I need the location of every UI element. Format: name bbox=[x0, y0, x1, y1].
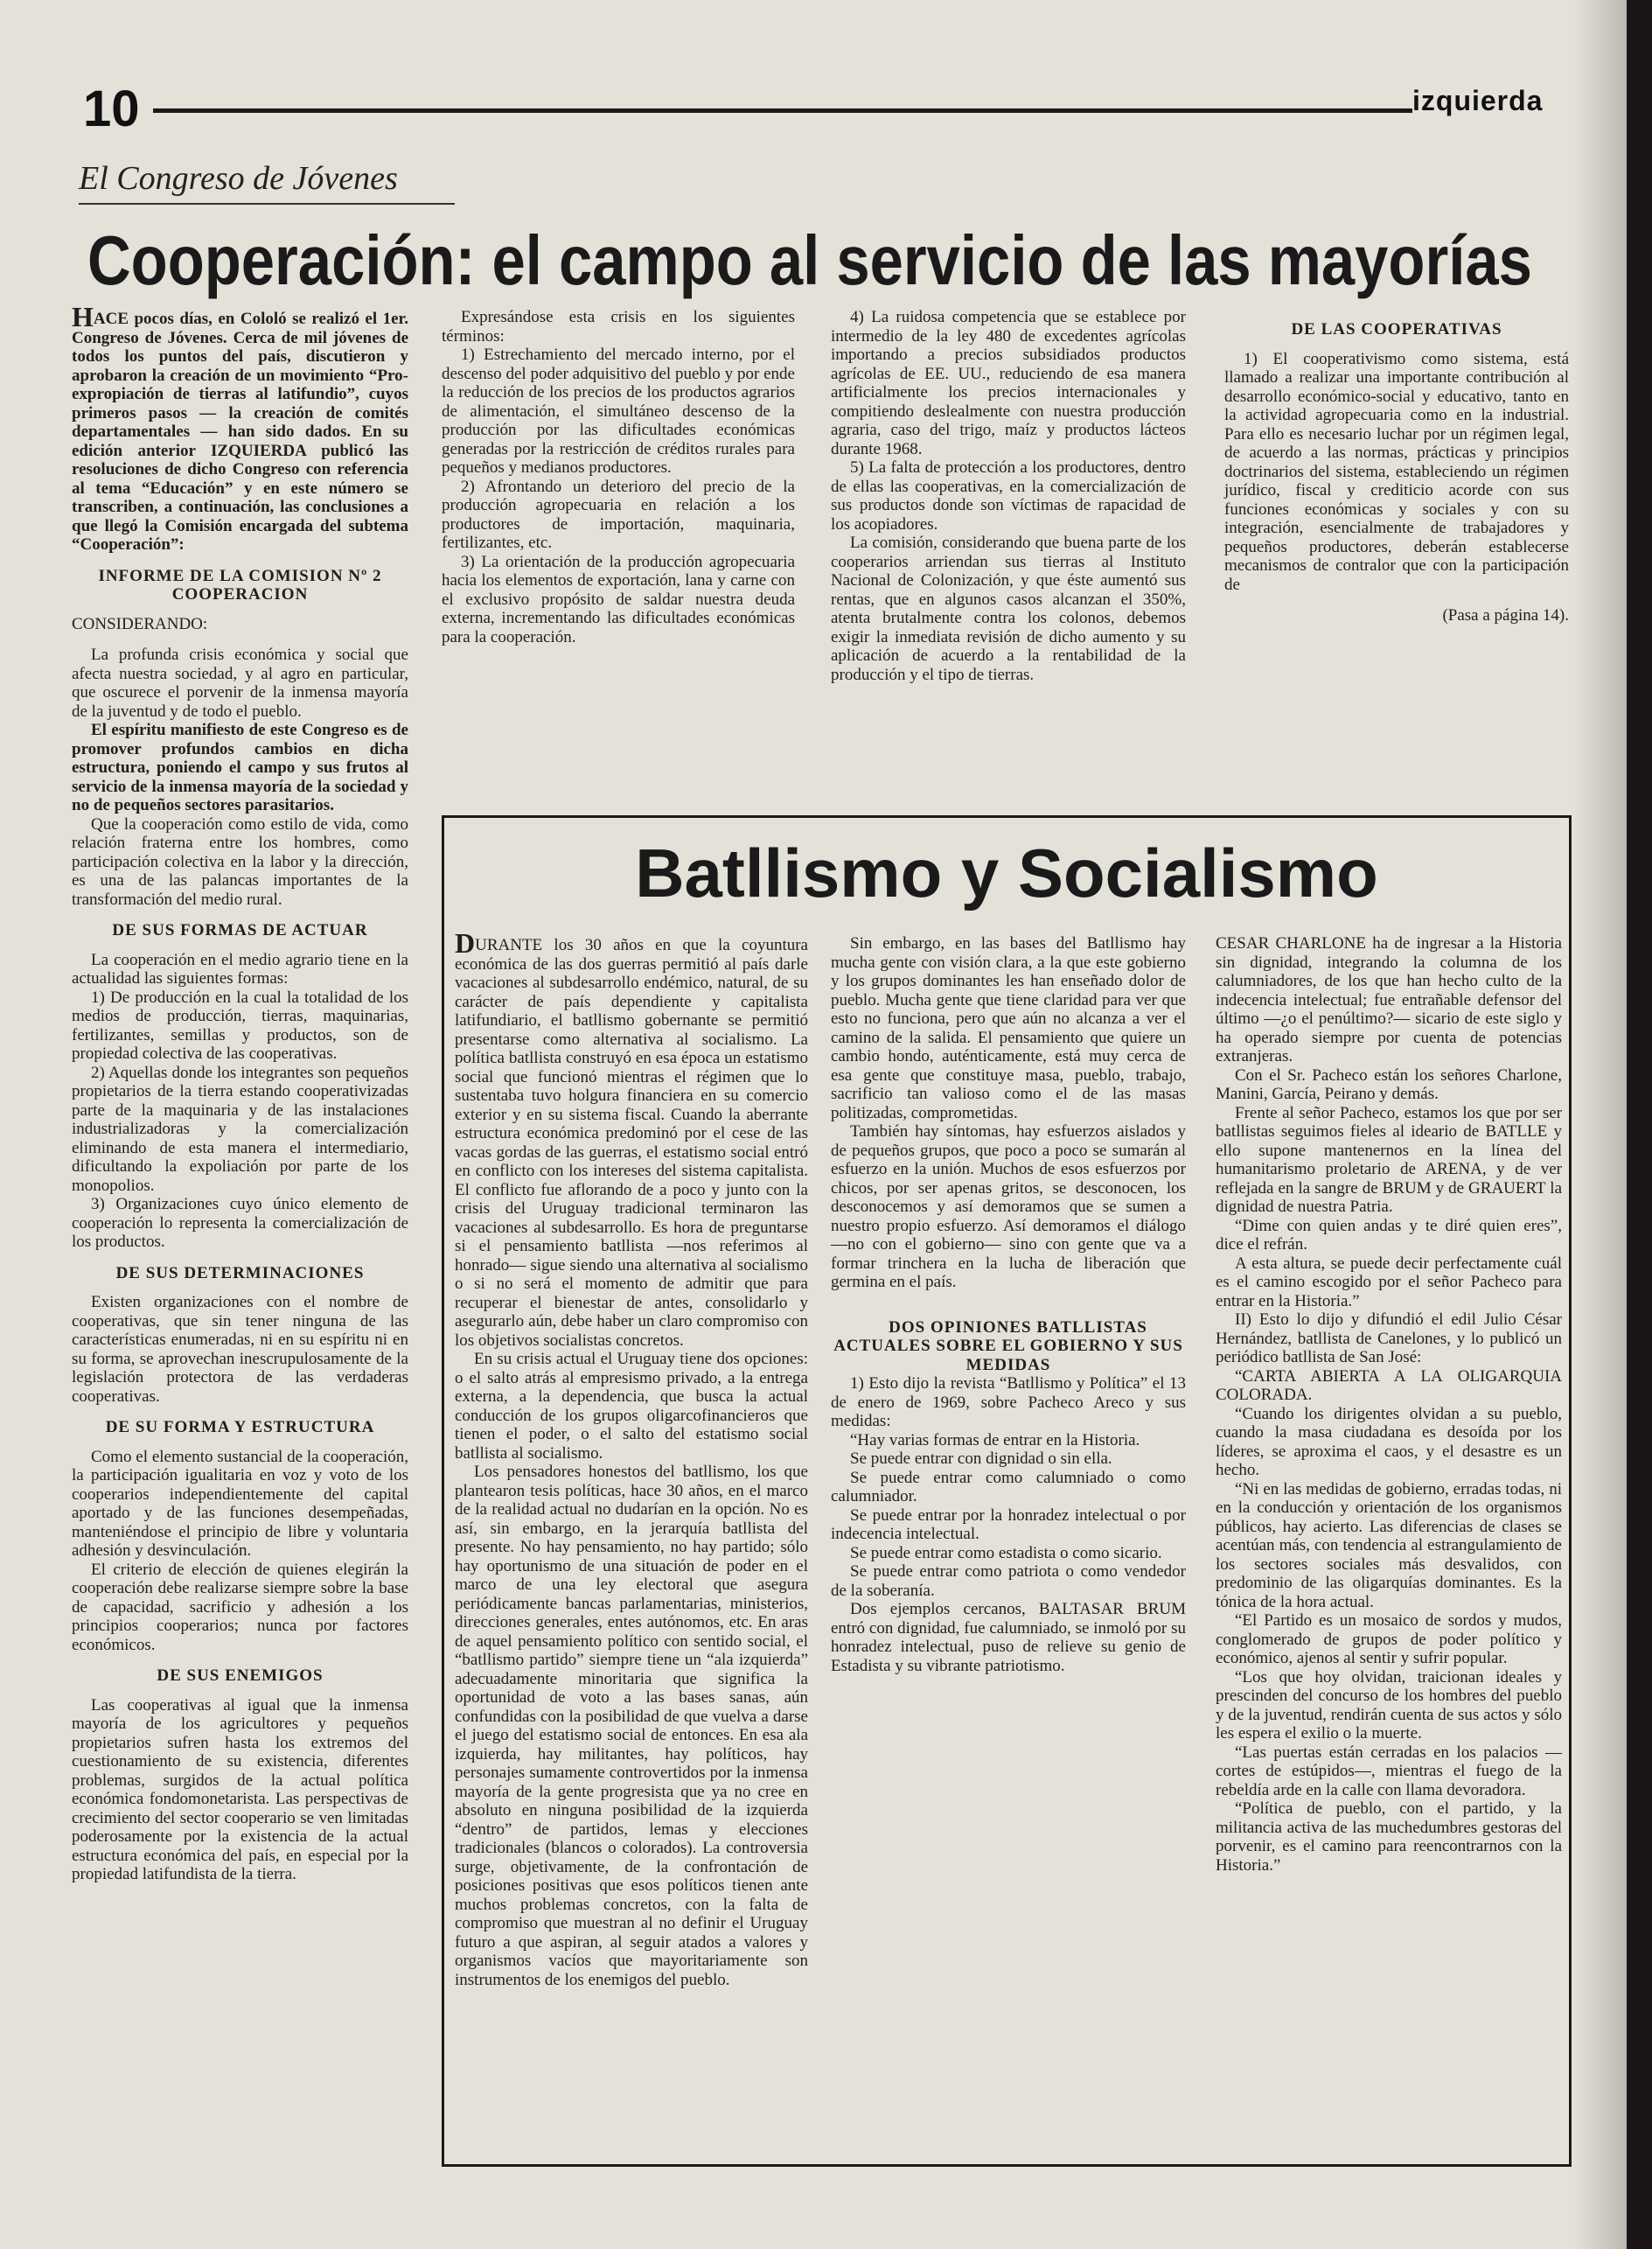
paragraph: Existen organizaciones con el nombre de cooperativas, que sin tener ninguna de las características enumeradas, ni en su espíritu ni en su forma, se aprovechan inescrupulosamente de la legislación protectora de las verdaderas cooperativas. bbox=[72, 1293, 408, 1406]
quote-line: “CARTA ABIERTA A LA OLIGARQUIA COLORADA. bbox=[1216, 1366, 1562, 1404]
paragraph: 1) El cooperativismo como sistema, está llamado a realizar una importante contribución al desarrollo económico-social y educativo, tanto en la actividad agropecuaria como en la industrial. Para ello es necesario luchar por un régimen legal, de acuerdo a las normas, prácticas y principios doctrinarios del sistema, estableciendo un régimen jurídico, fiscal y crediticio acorde con sus funciones económicas y sociales y con su integración, esencialmente de trabajadores y pequeños productores, deberán establecerse mecanismos de contralor que con la participación de bbox=[1224, 349, 1569, 594]
paragraph: En su crisis actual el Uruguay tiene dos opciones: o el salto atrás al empresismo privado, a la entrega externa, a la dependencia, que busca la actual conducción de los grupos oligarcofinancieros que tienen el poder, o el salto del estatismo social batllista al socialismo. bbox=[455, 1350, 808, 1463]
article2-column-1 bbox=[455, 927, 808, 1989]
masthead: izquierda bbox=[1412, 85, 1544, 116]
lead-paragraph bbox=[455, 927, 808, 1350]
quote-line: “Los que hoy olvidan, traicionan ideales y prescinden del concurso de los hombres del pueblo y de la juventud, rendirán cuenta de sus actos y sólo les espera el exilio o la muerte. bbox=[1216, 1667, 1562, 1743]
quote-line: Frente al señor Pacheco, estamos los que por ser batllistas seguimos fieles al ideario de BATLLE y ello supone mantenernos en la línea del humanitarismo proletario de ARENA, y de ver reflejada en la sangre de BRUM y de GRAUERT la dignidad de nuestra Patria. bbox=[1216, 1103, 1562, 1216]
quote-line: A esta altura, se puede decir perfectamente cuál es el camino escogido por el señor Pacheco para entrar en la Historia.” bbox=[1216, 1254, 1562, 1310]
paragraph: La cooperación en el medio agrario tiene en la actualidad las siguientes formas: bbox=[72, 950, 408, 988]
quote-line: Se puede entrar por la honradez intelectual o por indecencia intelectual. bbox=[831, 1505, 1186, 1543]
article2-column-3 bbox=[1216, 934, 1562, 1875]
list-item: 4) La ruidosa competencia que se establece por intermedio de la ley 480 de excedentes agrícolas importando a precios subsidiados productos agrícolas de EE. UU., reduciendo de esa manera artificialmente los precios internacionales y compitiendo deslealmente con nuestra producción agraria, caso del trigo, maíz y productos lácteos durante 1968. bbox=[831, 308, 1186, 458]
list-item: 1) Estrechamiento del mercado interno, por el descenso del poder adquisitivo del pueblo y por ende la reducción de los precios de los productos agrarios de alimentación, el simultáneo descenso de la producción por las dificultades económicas generadas por la restricción de créditos rurales para pequeños y medianos productores. bbox=[442, 346, 795, 477]
informe-title: INFORME DE LA COMISION Nº 2 COOPERACION bbox=[98, 566, 382, 604]
list-item: 1) De producción en la cual la totalidad de los medios de producción, tierras, maquinarias, fertilizantes, semillas y productos, son de propiedad colectiva de las cooperativas. bbox=[72, 988, 408, 1063]
article2-column-2 bbox=[831, 934, 1186, 1675]
section-heading: DE LAS COOPERATIVAS bbox=[1291, 320, 1502, 339]
paragraph: El espíritu manifiesto de este Congreso es de promover profundos cambios en dicha estructura, poniendo el campo y sus frutos al servicio de la inmensa mayoría de la sociedad y no de pequeños sectores parasitarios. bbox=[72, 721, 408, 814]
header-rule bbox=[153, 108, 1412, 113]
paragraph: Los pensadores honestos del batllismo, los que plantearon tesis políticas, hace 30 años, en el marco de la realidad actual no dudarían en la opción. No es así, sin embargo, en la jerarquía batllista del presente. No hay pensamiento, no hay partido; sólo hay oportunismo de una situación de poder en el marco de una ley electoral que asegura periódicamente bancas parlamentarias, ministerios, direcciones generales, entes autónomos, etc. En aras de aquel pensamiento político con sentido social, el “batllismo partido” siempre tiene un “ala izquierda” adecuadamente minoritaria que significa la oportunidad de voto a las bases sanas, aún confundidas con la posibilidad de que vuelva a darse el juego del estatismo social de entonces. En esa ala izquierda, hay militantes, hay políticos, hay personajes sumamente controvertidos por la inmensa mayoría de la gente progresista que ya no cree en absoluto en ninguna posibilidad de la izquierda “dentro” de partidos, lemas y elecciones tradicionales (blancos o colorados). La controversia surge, objetivamente, de la confrontación de posiciones positivas que esos políticos tienen ante muchos problemas concretos, con la falta de compromiso que muestran al no definir el Uruguay futuro a que aspiran, al seguir atados a valores y organismos vacíos que mayoritariamente son instrumentos de los enemigos del pueblo. bbox=[455, 1463, 808, 1989]
article1-column-2 bbox=[442, 308, 795, 646]
intro-paragraph bbox=[72, 301, 408, 555]
quote-line: “Ni en las medidas de gobierno, erradas todas, ni en la conducción y orientación de los organismos públicos, hay acierto. Las diferencias de clases se acentúan más, con tendencia al estrangulamiento de los sectores sociales más desvalidos, con predominio de las oligarquías dominantes. Es la tónica de la hora actual. bbox=[1216, 1479, 1562, 1611]
drop-cap: H bbox=[72, 301, 94, 332]
continued-link[interactable]: (Pasa a página 14). bbox=[1442, 606, 1569, 625]
quote-line: Se puede entrar como calumniado o como calumniador. bbox=[831, 1468, 1186, 1505]
kicker-rule bbox=[79, 203, 455, 205]
quote-line: Se puede entrar con dignidad o sin ella. bbox=[850, 1449, 1112, 1468]
subheading: DOS OPINIONES BATLLISTAS ACTUALES SOBRE EL GOBIERNO Y SUS MEDIDAS bbox=[833, 1317, 1183, 1374]
article1-column-4 bbox=[1224, 308, 1569, 625]
list-item: 3) Organizaciones cuyo único elemento de cooperación lo representa la comercialización de los productos. bbox=[72, 1195, 408, 1251]
boxed-article-title: Batllismo y Socialismo bbox=[635, 835, 1378, 911]
section-heading: DE SUS ENEMIGOS bbox=[157, 1666, 324, 1685]
paragraph: II) Esto lo dijo y difundió el edil Julio César Hernández, batllista de Canelones, y lo publicó un periódico batllista de San José: bbox=[1216, 1310, 1562, 1366]
paragraph: Como el elemento sustancial de la cooperación, la participación igualitaria en voz y voto de los cooperarios independientemente del capital aportado y de las funciones desempeñadas, manteniéndose el principio de libre y voluntaria adhesión y desvinculación. bbox=[72, 1447, 408, 1560]
paragraph: Que la cooperación como estilo de vida, como relación fraterna entre los hombres, como participación colectiva en la labor y la dirección, es una de las palancas importantes de la transformación del medio rural. bbox=[72, 814, 408, 909]
paragraph: Expresándose esta crisis en los siguientes términos: bbox=[442, 308, 795, 346]
quote-line: “Cuando los dirigentes olvidan a su pueblo, cuando la masa ciudadana es desoída por los líderes, se aproxima el caos, y el desastre es un hecho. bbox=[1216, 1404, 1562, 1479]
quote-line: “Dime con quien andas y te diré quien eres”, dice el refrán. bbox=[1216, 1216, 1562, 1254]
considerando-label: CONSIDERANDO: bbox=[72, 614, 208, 633]
paragraph: 1) Esto dijo la revista “Batllismo y Política” el 13 de enero de 1969, sobre Pacheco Areco y sus medidas: bbox=[831, 1374, 1186, 1430]
section-heading: DE SU FORMA Y ESTRUCTURA bbox=[105, 1418, 375, 1436]
quote-line: “Hay varias formas de entrar en la Historia. bbox=[850, 1430, 1140, 1449]
section-heading: DE SUS DETERMINACIONES bbox=[115, 1263, 365, 1282]
quote-line: “El Partido es un mosaico de sordos y mudos, conglomerado de grupos de poder político y económico, ajenos al sentir y sufrir popular. bbox=[1216, 1611, 1562, 1667]
paragraph: La comisión, considerando que buena parte de los cooperarios arriendan sus tierras al Instituto Nacional de Colonización, y que éste aumentó sus rentas, que en algunos casos alcanzan el 350%, atenta brutalmente contra los colonos, debemos exigir la inmediata revisión de dicho aumento y su aplicación de acuerdo a la rentabilidad de la producción y el tipo de tierras. bbox=[831, 534, 1186, 684]
list-item: 2) Afrontando un deterioro del precio de la producción agropecuaria en relación a los productores de importación, maquinaria, fertilizantes, etc. bbox=[442, 477, 795, 552]
quote-line: Con el Sr. Pacheco están los señores Charlone, Manini, García, Peirano y demás. bbox=[1216, 1065, 1562, 1103]
quote-line: CESAR CHARLONE ha de ingresar a la Historia sin dignidad, integrando la columna de los calumniadores, de los que han hecho culto de la indecencia intelectual; fue entrañable defensor del último —¿o el penúltimo?— sicario de este siglo y ha operado siempre por cuenta de potencias extranjeras. bbox=[1216, 934, 1562, 1065]
article1-column-1 bbox=[72, 301, 408, 1884]
article-kicker: El Congreso de Jóvenes bbox=[79, 160, 398, 197]
paragraph: El criterio de elección de quienes elegirán la cooperación debe realizarse siempre sobre la base de capacidad, sacrificio y adhesión a los principios cooperarios; nunca por factores económicos. bbox=[72, 1560, 408, 1654]
page-number: 10 bbox=[83, 80, 140, 137]
paragraph: Las cooperativas al igual que la inmensa mayoría de los agricultores y pequeños propietarios sufren hasta los extremos del cuestionamiento de su existencia, diferentes problemas, surgidos de la actual política económica fondomonetarista. Las perspectivas de crecimiento del sector cooperario se ven limitadas poderosamente por la existencia de la actual estructura económica del país, en especial por la propiedad latifundista de la tierra. bbox=[72, 1695, 408, 1883]
intro-text: ACE pocos días, en Cololó se realizó el 1er. Congreso de Jóvenes. Cerca de mil jóvenes de todos los puntos del país, discutieron y aprobaron la creación de un movimiento “Pro-expropiación de tierras al latifundio”, cuyos primeros pasos — la creación de comités departamentales — han sido dados. En su edición anterior IZQUIERDA publicó las resoluciones de dicho Congreso con referencia al tema “Educación” y en este número se transcriben, a continuación, las conclusiones a que llegó la Comisión encargada del subtema “Cooperación”: bbox=[72, 310, 408, 554]
list-item: 3) La orientación de la producción agropecuaria hacia los elementos de exportación, lana y carne con el exclusivo propósito de saldar nuestra deuda externa, incrementando las dificultades económicas para la cooperación. bbox=[442, 552, 795, 646]
article-headline: Cooperación: el campo al servicio de las mayorías bbox=[87, 221, 1532, 299]
quote-line: Se puede entrar como patriota o como vendedor de la soberanía. bbox=[831, 1562, 1186, 1600]
paragraph: La profunda crisis económica y social que afecta nuestra sociedad, y al agro en particular, que oscurece el porvenir de la inmensa mayoría de la juventud y de todo el pueblo. bbox=[72, 646, 408, 721]
paragraph: También hay síntomas, hay esfuerzos aislados y de pequeños grupos, que poco a poco se sumarán al esfuerzo en la unión. Muchos de esos esfuerzos por chicos, por ser apenas gritos, se desconocen, los desconocemos y así demoramos que se sumen a nuestro propio esfuerzo. Así demoramos el diálogo —no con el gobierno— sino con gente que va a formar trinchera en la lucha de liberación que germina en el país. bbox=[831, 1122, 1186, 1291]
list-item: 5) La falta de protección a los productores, dentro de ellas las cooperativas, en la comercialización de sus productos donde son víctimas de rapacidad de los acopiadores. bbox=[831, 458, 1186, 534]
section-heading: DE SUS FORMAS DE ACTUAR bbox=[112, 921, 368, 939]
list-item: 2) Aquellas donde los integrantes son pequeños propietarios de la tierra estando cooperativizadas parte de la maquinaria y de las instalaciones industrializadoras y la comercialización eliminando de esta manera el intermediario, dificultando la expoliación por parte de los monopolios. bbox=[72, 1063, 408, 1195]
quote-line: Se puede entrar como estadista o como sicario. bbox=[850, 1543, 1162, 1562]
quote-line: Dos ejemplos cercanos, BALTASAR BRUM entró con dignidad, fue calumniado, se inmoló por su honradez intelectual, puso de relieve su genio de Estadista y su vibrante patriotismo. bbox=[831, 1600, 1186, 1675]
lead-text: URANTE los 30 años en que la coyuntura económica de las dos guerras permitió al país darle vacaciones al subdesarrollo endémico, natural, de su carácter de país dependiente y capitalista latifundiario, el batllismo gobernante se permitió presentarse como alternativa al socialismo. La política batllista construyó en esa época un estatismo social que funcionó mientras el régimen que lo sustentaba tuvo holgura financiera en su comercio exterior y en su sistema fiscal. Cuando la aberrante estructura económica predominó por el cese de las vacas gordas de las guerras, el estatismo social entró en conflicto con los intereses del sistema capitalista. El conflicto fue aflorando de a poco y junto con la crisis del Uruguay tradicional terminaron las vacaciones al subdesarrollo. Es hora de preguntarse si el pensamiento batllista —nos referimos al honrado— sigue siendo una alternativa al socialismo o si no será el momento de admitir que para recuperar el bienestar de antes, consolidarlo y asegurarlo aún, debe haber un claro compromiso con los objetivos socialistas concretos. bbox=[455, 936, 808, 1350]
article1-column-3 bbox=[831, 308, 1186, 684]
quote-line: “Política de pueblo, con el partido, y la militancia activa de las muchedumbres gestoras del porvenir, es el camino para reencontrarnos con la Historia.” bbox=[1216, 1799, 1562, 1875]
drop-cap: D bbox=[455, 927, 476, 959]
quote-line: “Las puertas están cerradas en los palacios —cortes de estúpidos—, mientras el fuego de la rebeldía arde en la calle con llama devoradora. bbox=[1216, 1743, 1562, 1799]
paragraph: Sin embargo, en las bases del Batllismo hay mucha gente con visión clara, a la que este gobierno y los grupos dominantes les han enseñado dolor de pueblo. Mucha gente que tiene claridad para ver que esto no funciona, pero que aún no alcanza a ver el camino de la salida. El pensamiento que quiere un cambio hondo, auténticamente, está muy cerca de esa gente que constituye masa, pueblo, trabajo, sacrificio tan valioso como el de las masas politizadas, comprometidas. bbox=[831, 934, 1186, 1122]
